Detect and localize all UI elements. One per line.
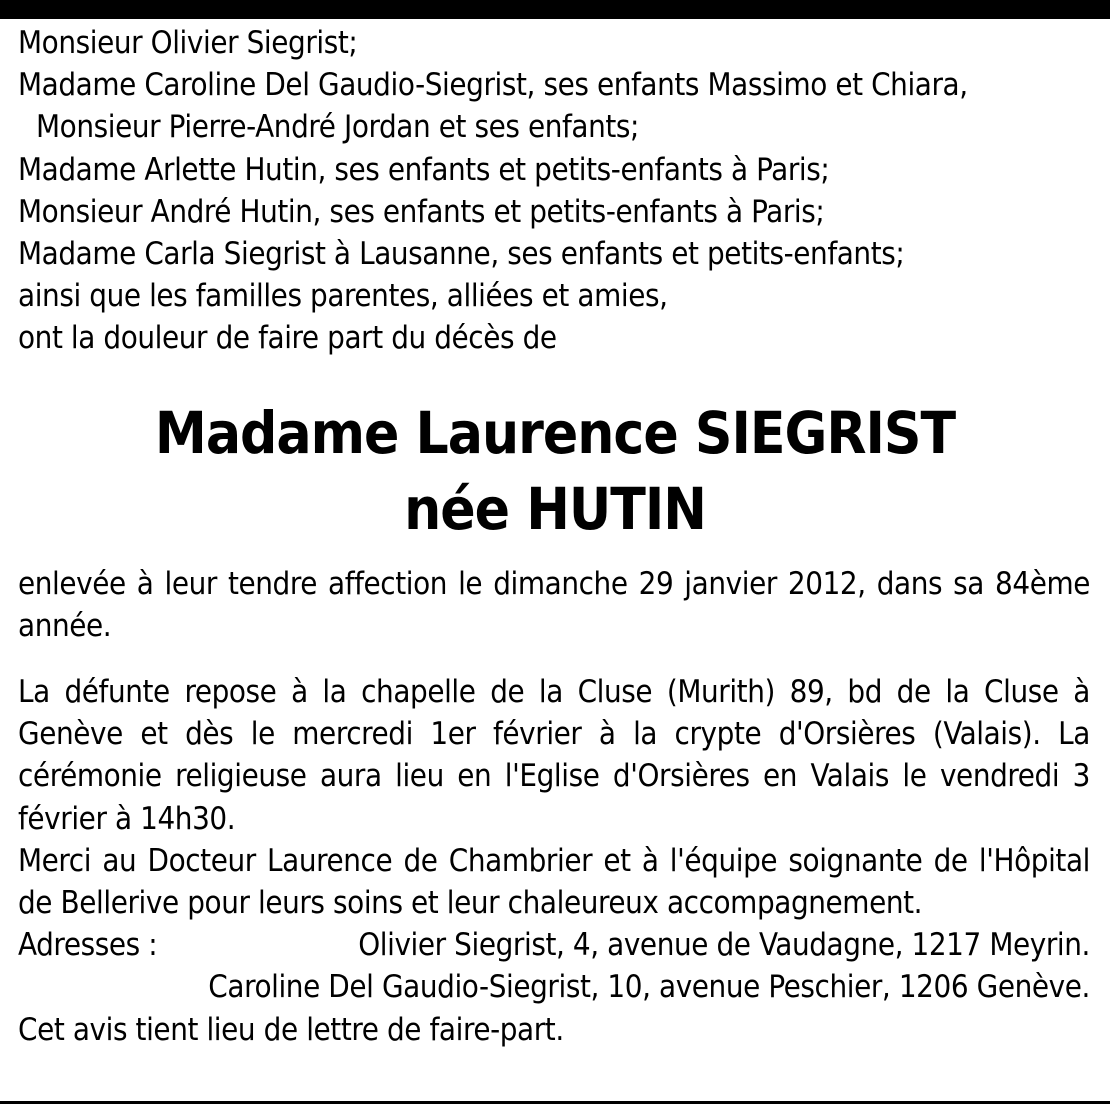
funeral-paragraph: La défunte repose à la chapelle de la Cluse (Murith) 89, bd de la Cluse à Genève et dès le mercredi 1er février à la crypte d'Orsières (Valais). La cérémonie religieuse aura lieu en l'Eglise d'Orsières en Valais le vendredi 3 février à 14h30. <box>18 674 1090 837</box>
family-line: Monsieur Olivier Siegrist; <box>18 25 358 61</box>
family-line: Madame Caroline Del Gaudio-Siegrist, ses enfants Massimo et Chiara, <box>18 67 968 104</box>
deceased-name-block <box>0 395 1110 547</box>
bottom-border-rule <box>0 1101 1110 1104</box>
address-line-primary <box>18 924 1090 966</box>
thanks-paragraph: Merci au Docteur Laurence de Chambrier et à l'équipe soignante de l'Hôpital de Bellerive pour leurs soins et leur chaleureux accompagnement. <box>18 842 1090 922</box>
closing-statement: Cet avis tient lieu de lettre de faire-part. <box>18 1011 564 1048</box>
details-section <box>18 671 1090 1051</box>
passing-paragraph: enlevée à leur tendre affection le dimanche 29 janvier 2012, dans sa 84ème année. <box>18 566 1090 645</box>
family-list <box>18 22 1098 360</box>
address-caroline: Caroline Del Gaudio-Siegrist, 10, avenue Peschier, 1206 Genève. <box>208 969 1090 1006</box>
deceased-maiden-name: née HUTIN <box>404 475 706 543</box>
addresses-label: Adresses : <box>18 927 158 964</box>
address-olivier: Olivier Siegrist, 4, avenue de Vaudagne, 1217 Meyrin. <box>358 927 1090 964</box>
family-line: ainsi que les familles parentes, alliées et amies, <box>18 278 668 315</box>
deceased-name: Madame Laurence SIEGRIST <box>154 399 956 467</box>
family-line: Monsieur André Hutin, ses enfants et petits-enfants à Paris; <box>18 193 825 230</box>
family-line: Madame Arlette Hutin, ses enfants et petits-enfants à Paris; <box>18 151 830 188</box>
family-line: Monsieur Pierre-André Jordan et ses enfants; <box>36 109 640 146</box>
family-line: ont la douleur de faire part du décès de <box>18 320 557 357</box>
top-border-rule <box>0 0 1110 19</box>
family-line: Madame Carla Siegrist à Lausanne, ses enfants et petits-enfants; <box>18 236 905 273</box>
